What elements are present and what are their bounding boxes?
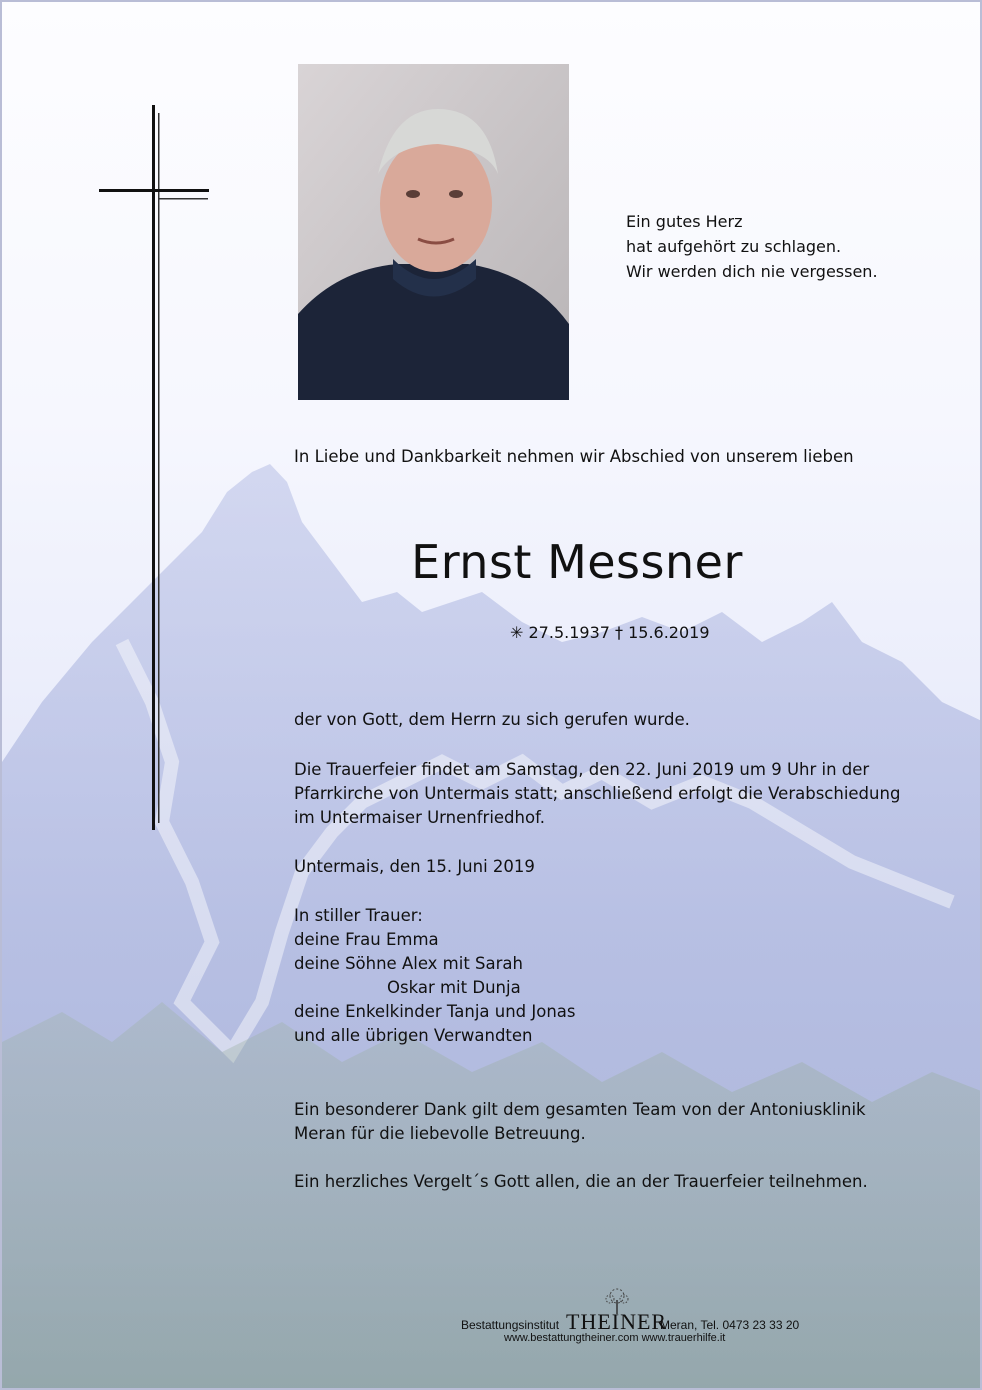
mourner-line: Oskar mit Dunja	[387, 978, 521, 997]
intro-text: In Liebe und Dankbarkeit nehmen wir Abschied von unserem lieben	[294, 447, 854, 466]
mourner-line: deine Söhne Alex mit Sarah	[294, 954, 523, 973]
called-text: der von Gott, dem Herrn zu sich gerufen wurde.	[294, 710, 690, 729]
cross-icon	[97, 105, 212, 830]
footer-brand: THEINER	[566, 1309, 668, 1334]
thanks-line: Ein besonderer Dank gilt dem gesamten Team von der Antoniusklinik	[294, 1100, 866, 1119]
place-date: Untermais, den 15. Juni 2019	[294, 857, 535, 876]
poem-line: hat aufgehört zu schlagen.	[626, 237, 842, 256]
thanks-line: Meran für die liebevolle Betreuung.	[294, 1124, 586, 1143]
portrait-photo	[298, 64, 569, 400]
footer-contact: Meran, Tel. 0473 23 33 20	[660, 1318, 800, 1332]
birth-date: ✳ 27.5.1937	[510, 623, 610, 642]
mourner-line: deine Frau Emma	[294, 930, 439, 949]
footer-prefix: Bestattungsinstitut	[461, 1318, 560, 1332]
gratitude-text: Ein herzliches Vergelt´s Gott allen, die an der Trauerfeier teilnehmen.	[294, 1172, 868, 1191]
ceremony-line: Pfarrkirche von Untermais statt; anschließend erfolgt die Verabschiedung	[294, 784, 901, 803]
mourner-line: und alle übrigen Verwandten	[294, 1026, 533, 1045]
poem-line: Ein gutes Herz	[626, 212, 743, 231]
deceased-name: Ernst Messner	[411, 535, 743, 589]
footer-web: www.bestattungtheiner.com www.trauerhilfe.it	[504, 1332, 726, 1344]
ceremony-line: im Untermaiser Urnenfriedhof.	[294, 808, 545, 827]
mourners-heading: In stiller Trauer:	[294, 906, 423, 925]
mourner-line: deine Enkelkinder Tanja und Jonas	[294, 1002, 576, 1021]
death-date: † 15.6.2019	[615, 623, 710, 642]
poem-line: Wir werden dich nie vergessen.	[626, 262, 878, 281]
ceremony-line: Die Trauerfeier findet am Samstag, den 22. Juni 2019 um 9 Uhr in der	[294, 760, 870, 779]
